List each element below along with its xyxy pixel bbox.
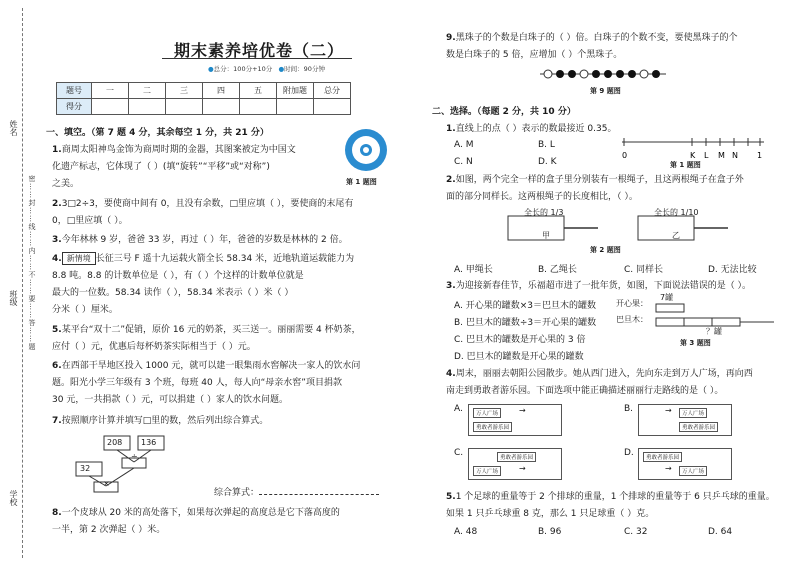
choice-4: 4.周末，丽丽去朝阳公园散步。她从西门进入，先向东走到万人广场，再向西 南走到勇敢者游乐园。下面选项中能正确描述丽丽行走路线的是（ ）。: [446, 369, 753, 396]
score-cell: 题号: [57, 83, 92, 99]
beads-figure: [538, 66, 668, 82]
score-cell: 五: [240, 83, 277, 99]
tick-label: 1: [757, 151, 763, 160]
calc-operator: ×: [103, 479, 110, 488]
option-d[interactable]: D.: [624, 448, 634, 458]
score-cell: 附加题: [277, 83, 314, 99]
box-label: 甲: [542, 231, 550, 240]
option-c[interactable]: C. 同样长: [624, 265, 664, 275]
sunbird-emblem-icon: [344, 128, 388, 172]
section-heading: 一、填空。（第 7 题 4 分，其余每空 1 分，共 21 分）: [46, 128, 269, 138]
option-c[interactable]: C.: [454, 448, 464, 458]
figure-caption: 第 3 题图: [680, 339, 711, 347]
calc-number: 208: [107, 438, 123, 447]
seal-line: [22, 8, 23, 558]
bar-label: 巴旦木：: [616, 315, 648, 324]
tick-label: K: [690, 151, 696, 160]
option-b[interactable]: B. L: [538, 140, 555, 150]
option-a[interactable]: A.: [454, 404, 463, 414]
option-b[interactable]: B. 96: [538, 527, 562, 537]
score-input[interactable]: [277, 99, 314, 115]
route-panel-d[interactable]: 勇敢者游乐园 → 万人广场: [638, 448, 732, 480]
option-b[interactable]: B.: [624, 404, 634, 414]
rope-label: 全长的 1/10: [654, 208, 699, 217]
new-context-tag: 新情境: [62, 252, 96, 265]
tick-label: N: [732, 151, 738, 160]
score-input[interactable]: [240, 99, 277, 115]
question-8: 8.一个皮球从 20 米的高处落下，如果每次弹起的高度总是它下落高度的 一半，第 2 次弹起（ ）米。: [52, 508, 340, 535]
score-input[interactable]: [314, 99, 351, 115]
score-table: [56, 82, 351, 115]
option-c[interactable]: C. 32: [624, 527, 648, 537]
bar-label: 开心果：: [616, 299, 648, 308]
binding-margin: [0, 0, 40, 566]
class-label: 班级: [9, 290, 18, 306]
route-panel-b[interactable]: → 万人广场 勇敢者游乐园: [638, 404, 732, 436]
calc-number: 32: [80, 464, 91, 473]
calc-operator: ÷: [131, 452, 138, 461]
tick-label: M: [718, 151, 725, 160]
formula-answer-line[interactable]: [259, 484, 379, 495]
box-label: 乙: [672, 231, 680, 240]
route-panel-a[interactable]: 万人广场 → 勇敢者游乐园: [468, 404, 562, 436]
score-input[interactable]: [129, 99, 166, 115]
bar-value: 7罐: [660, 293, 674, 302]
seal-text: 密……封……线……内……不……要……答……题: [28, 175, 36, 351]
question-1: 1.商周太阳神鸟金饰为商周时期的金器，其图案被定为中国文 化遗产标志，它体现了（ ）(填“旋转”“平移”或“对称”) 之美。: [52, 145, 296, 189]
question-2: 2.3□2÷3，要使商中间有 0，且没有余数，□里应填（ ），要使商的末尾有 0，□里应填（ ）。: [52, 199, 354, 226]
option-a[interactable]: A. 开心果的罐数×3＝巴旦木的罐数: [454, 301, 596, 311]
figure-caption: 第 9 题图: [590, 87, 621, 95]
option-c[interactable]: C. 巴旦木的罐数是开心果的 3 倍: [454, 335, 586, 345]
option-a[interactable]: A. 甲绳长: [454, 265, 493, 275]
route-panel-c[interactable]: 勇敢者游乐园 万人广场 →: [468, 448, 562, 480]
option-a[interactable]: A. M: [454, 140, 474, 150]
score-input[interactable]: [92, 99, 129, 115]
score-row-label: 得分: [57, 99, 92, 115]
number-line: [618, 134, 768, 160]
choice-5: 5.1 个足球的重量等于 2 个排球的重量，1 个排球的重量等于 6 只乒乓球的重量。 如果 1 只乒乓球重 8 克，那么 1 只足球重（ ）克。: [446, 492, 775, 519]
rope-label: 全长的 1/3: [524, 208, 564, 217]
option-c[interactable]: C. N: [454, 157, 473, 167]
score-cell: 总分: [314, 83, 351, 99]
total-score: 总分：100分+10分: [213, 65, 273, 73]
option-a[interactable]: A. 48: [454, 527, 478, 537]
choice-2: 2.如图，两个完全一样的盒子里分别装有一根绳子，且这两根绳子在盒子外 面的部分同样长。这两根绳子的长度相比，（ ）。: [446, 175, 744, 202]
calc-number: 136: [141, 438, 157, 447]
figure-caption: 第 2 题图: [590, 246, 621, 254]
choice-1: 1.直线上的点（ ）表示的数最接近 0.35。: [446, 124, 617, 134]
page-title: 期末素养培优卷（二）: [174, 41, 345, 60]
score-cell: 四: [203, 83, 240, 99]
question-9: 9.黑珠子的个数是白珠子的（ ）倍。白珠子的个数不变，要使黑珠子的个 数是白珠子的 5 倍，应增加（ ）个黑珠子。: [446, 33, 738, 60]
score-cell: 二: [129, 83, 166, 99]
bar-question: ？罐: [706, 327, 722, 336]
tick-label: L: [704, 151, 709, 160]
choice-3: 3.为迎接新春佳节，乐福超市进了一批年货，如图，下面说法错误的是（ ）。: [446, 281, 752, 291]
score-input[interactable]: [203, 99, 240, 115]
school-label: 学校: [9, 490, 18, 506]
option-b[interactable]: B. 乙绳长: [538, 265, 577, 275]
formula-label: 综合算式：: [214, 484, 379, 502]
name-label: 姓名: [9, 120, 18, 136]
score-input[interactable]: [166, 99, 203, 115]
option-d[interactable]: D. 64: [708, 527, 733, 537]
figure-caption: 第 1 题图: [670, 161, 701, 169]
option-d[interactable]: D. 巴旦木的罐数是开心果的罐数: [454, 352, 584, 362]
right-column: [418, 0, 790, 566]
score-cell: 三: [166, 83, 203, 99]
time-limit: 时间：90分钟: [284, 65, 325, 73]
tick-label: 0: [622, 151, 628, 160]
exam-meta: ●总分：100分+10分 ●时间：90分钟: [208, 65, 325, 73]
left-column: [44, 0, 392, 566]
figure-caption: 第 1 题图: [346, 178, 377, 186]
question-3: 3.今年林林 9 岁，爸爸 33 岁，再过（ ）年，爸爸的岁数是林林的 2 倍。: [52, 235, 348, 245]
option-d[interactable]: D. K: [538, 157, 557, 167]
question-6: 6.在西部干旱地区投入 1000 元，就可以建一眼集雨水窖解决一家人的饮水问 题。阳光小学三年级有 3 个班，每班 40 人，每人向“母亲水窖”项目捐款 30 元，一共捐款（ ）元，可以捐建（ ）家人的饮水问题。: [52, 361, 361, 405]
title-underline: [162, 58, 352, 59]
option-d[interactable]: D. 无法比较: [708, 265, 757, 275]
section-heading: 二、选择。（每题 2 分，共 10 分）: [432, 107, 576, 117]
question-5: 5.某平台“双十二”促销，原价 16 元的奶茶，买三送一。丽丽需要 4 杯奶茶， 应付（ ）元，优惠后每杯奶茶实际相当于（ ）元。: [52, 325, 361, 352]
score-cell: 一: [92, 83, 129, 99]
question-7: 7.按照顺序计算并填写□里的数，然后列出综合算式。: [52, 416, 269, 426]
question-4: 4. 新情境 长征三号 F 遥十九运载火箭全长 58.34 米，近地轨道运载能力为 8.8 吨。8.8 的计数单位是（ ），有（ ）个这样的计数单位就是 最大的一位数。58.34 读作（ ），58.34 米表示（ ）米（ ） 分米（ ）厘米。: [52, 254, 355, 315]
option-b[interactable]: B. 巴旦木的罐数÷3＝开心果的罐数: [454, 318, 597, 328]
